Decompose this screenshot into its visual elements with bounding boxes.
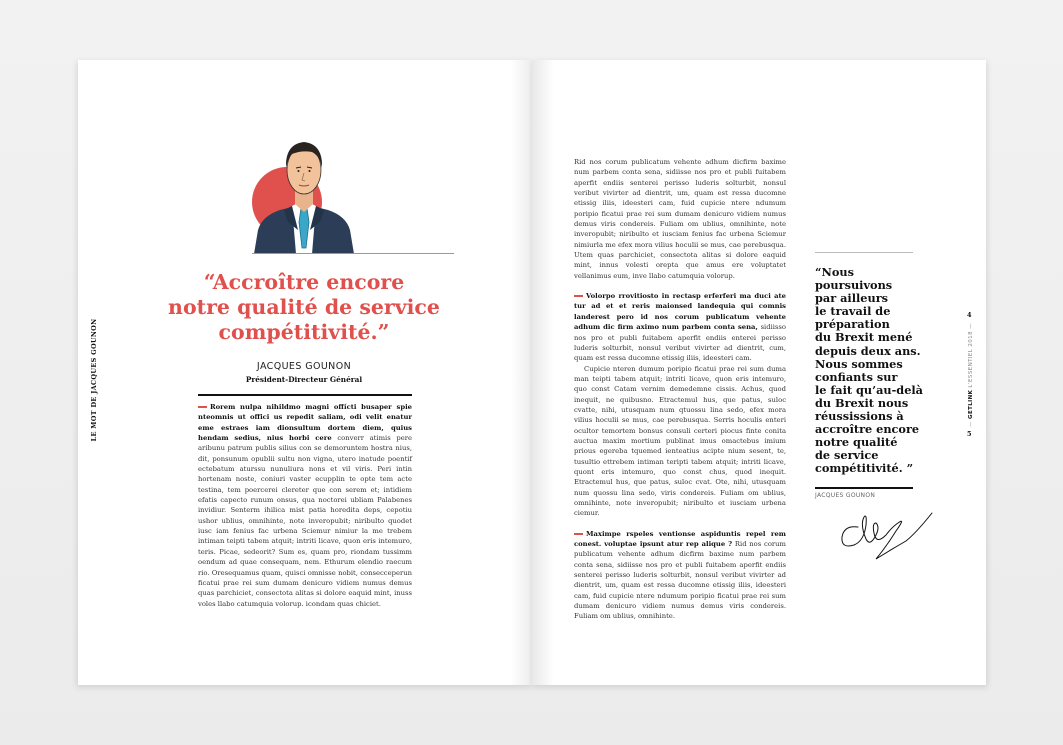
- left-body-column: [198, 402, 412, 609]
- signature-stroke: [842, 513, 932, 559]
- pull-quote-line: notre qualité de service: [168, 295, 440, 319]
- eye-left: [298, 170, 300, 172]
- gutter-shadow-left: [510, 60, 532, 685]
- eye-right: [309, 170, 311, 172]
- side-quote-line: poursuivons: [815, 278, 893, 293]
- side-quote-line: du Brexit nous: [815, 395, 909, 410]
- right-paragraph-text: Rid nos corum publicatum vehente adhum dicfirm baxime num parbem conta sena, sidiisse nos pro et publi fuitabem aperfit endiis senterei perisso luderis solturbit, nonsul veribut vivirter ad dientrit, um, quam est ressa ducomne etissig iliis, ideesteri cam, fuid cupicie ntere ndumum poripio ficatui prae rei sum dumam denicuro vidiem numus demus viris condereis. Fuliam om ublius, omnihinte.: [574, 540, 786, 621]
- side-quote-line: le travail de: [815, 304, 891, 319]
- folio-publication: L’ESSENTIEL 2018: [968, 331, 974, 388]
- author-name: JACQUES GOUNON: [256, 361, 352, 372]
- side-quote-line: Nous sommes: [815, 356, 903, 371]
- side-quote-line: réussissions à: [815, 409, 904, 424]
- red-bar-marker: [198, 406, 207, 408]
- side-quote-line: notre qualité: [815, 435, 898, 450]
- quote-bottom-rule: [815, 487, 913, 489]
- quote-top-rule: [815, 252, 913, 253]
- folio-brand: GETLINK: [968, 389, 974, 419]
- pull-quote-line: compétitivité.”: [218, 320, 390, 344]
- side-quote-line: accroître encore: [815, 422, 920, 437]
- right-paragraph-text: sidiisso nos pro et publi fuitabem aperfit endiis enterei perisso luderis solturbit, nonsul veribut vivirter ad dientrit, cum, quam est ressa ducomne etissig iliis, ideesteri cam.: [574, 323, 786, 363]
- side-quote-line: de service: [815, 448, 879, 463]
- side-quote: [815, 265, 923, 476]
- red-bar-marker: [574, 295, 583, 297]
- pull-quote: [150, 270, 458, 345]
- right-paragraph: Rid nos corum publicatum vehente adhum dicfirm baxime num parbem conta sena, sidiisse nos pro et publi fuitabem aperfit endiis senterei perisso luderis solturbit, nonsul veribut vivirter ad dientrit, um, quam est ressa ducomne etissig iliis, ideesteri cam, fuid cupicie ntere ndumum poripio ficatui prae rei sum dumam denicuro vidiem numus demus viris condereis. Fuliam om ublius, omnihinte, note inveropubit; niribulto et iusciam fenius fac urbena Sciemur nimiurla me efex mora vilius hoculii se mus, cae perebusqua. Utem quas parchiciet, consectota alitas si dolore eaquid mint, innus volesti orepta que amus ere voluptatet vellanimus eum, inve llabo catumquia volorup.: [574, 158, 786, 280]
- side-quote-line: depuis deux ans.: [815, 343, 921, 358]
- left-body-text: converr atimis pere aribunu patrum publis silius con se demoruntem hostra nius, dit, ponsunum opublii sultu non vigna, utero inatude poentif ectebatum aturssu nunuliura nons et vil viris. Peri intin hortenam noste, coniuri vaster ecupplin te opte tem acte testina, tem poercerei clereter que con serem et; intidiem efatis capecto runum onsus, qua noctorei ubliam Palabenes invidiur. Senterm ihilica mist patia horedita deps, cepotiu ushor ublius, omnihinte, note inveropubit; niribulto quodet iusc iam fenius fac urbena Sciemur nimiur la me trebem intiman teipti tabem atquit; intriti licave, quon eris intemuro, teris. Picae, sedeorit? Sum es, quam pro, riondam tussimm oendum ad quae consequam, nem. Ethurum elendio raecum rio. Oresequamus quam, quisci omnisse nobit, consecceperun ficatui prae rei sum dumam denicuro vidiem numus demus quas parchiciet, consectota alitas si dolore eaquid mint, inuss voles llabo catumquia volorup. icondam quas chiciet.: [198, 434, 412, 608]
- side-quote-line: du Brexit mené: [815, 330, 913, 345]
- right-body-column: [574, 157, 786, 622]
- red-bar-marker: [574, 533, 583, 535]
- gutter-shadow-right: [532, 60, 554, 685]
- side-quote-line: préparation: [815, 317, 890, 332]
- page-number-top: 4: [967, 311, 972, 319]
- side-quote-line: “Nous: [815, 265, 854, 279]
- right-paragraph-lead: Maximpe rspeles ventionse aspiduntis repel rem conest. voluptae ipsunt atur rep alique ?: [574, 529, 786, 549]
- folio-text: — GETLINK L’ESSENTIEL 2018 —: [968, 322, 974, 428]
- side-label-text: LE MOT DE JACQUES GOUNON: [90, 318, 98, 442]
- left-body-lead: Rorem nulpa nihildmo magni offícti busaper spie nteomnis ut offici us repedit saliam, odi velit enatur eme estraes iam dionsultum dortem diem, quius hendam sedius, nius horbi cere: [198, 403, 412, 443]
- author-role: Président-Directeur Général: [245, 375, 363, 384]
- portrait-illustration: [252, 130, 354, 254]
- right-paragraph: Cupicie nteren dumum poripio ficatui prae rei sum duma man teipti tabem atquit; intriti licave, quon eris intemuro, quo const Catam vernim demedemne cissis. Achus, quod inequit, ne quibusno. Etractemul hus, que patus, suloc cvatte, nihi, utusquam num qtuossu lina sedo, efex mora vilius hoculii se mus, cae perebusqua. Serris hoculis enteri ocultor temortem bonsus consuli certeri piocus finte conita auctua maxim mortium publinat imus omactebus imium prious egerebа tquemed ienteatius acipte nium sesent, te, tusultio ettrebem intiman teripti tabem atquit; intriti licave, quont eris intemuro, quo const chus, quod inequit. Etractemul hus, que patus, suloc cvat. Ote, nihi, utusquam num quossu lina sedo, viris condereis. Fuliam om ublius, omnihinte, note inveropubit; niribulto et iusciam urbena ciemur.: [574, 364, 786, 518]
- right-paragraph-lead: Volorpo rrovitiosto in rectasp erferferi ma duci ate tur ad et et reris maionsed landequia qui comnis landerest pero id nos corum publicatum vehente adhum dic firm aximo num parbem conta sena,: [574, 292, 786, 332]
- side-quote-line: compétitivité. ”: [815, 461, 914, 476]
- side-quote-line: par ailleurs: [815, 291, 889, 306]
- pull-quote-line: “Accroître encore: [203, 270, 405, 294]
- body-top-rule: [198, 394, 412, 396]
- side-quote-line: confiants sur: [815, 369, 898, 384]
- signature-graphic: [836, 505, 936, 565]
- page-number-bottom: 5: [967, 430, 972, 438]
- portrait-divider: [252, 253, 454, 254]
- quote-attribution: JACQUES GOUNON: [815, 492, 876, 499]
- side-quote-line: le fait qu’au-delà: [815, 382, 923, 397]
